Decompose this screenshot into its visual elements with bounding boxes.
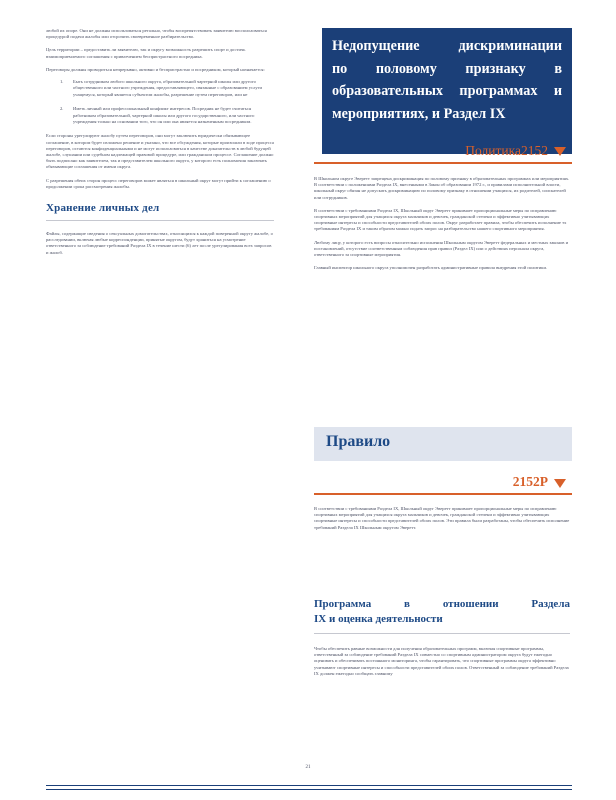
document-title-box xyxy=(322,28,572,154)
left-paragraph-4: Если стороны урегулируют жалобу путем переговоров, они могут заключить юридически обязывающее соглашение, в котором будет изложено решение и указано, что все обсуждения, которые произошли в ходе процесса переговоров, остаются конфиденциальными и не могут использоваться в качестве доказательств в любой будущей жалобе, слушании или судебном надлежащей правовой процедуре, или гражданском процессе. Соглашение должно быть подписано как заявителем, так и представителем школьного округа, у которого есть полномочия заключать обязывающие соглашения от имени округа. xyxy=(46,133,274,170)
list-item-number: 1. xyxy=(60,79,64,85)
left-paragraph-3: Переговоры должны проводиться непрерывно, активно и беспристрастно и посредником, который назначается: xyxy=(46,66,265,72)
list-item-text: Быть сотрудником любого школьного округа, образовательной чартерной школы или другого общественного или частного учреждения, предоставляющего, связанные с образованием услуги учащемуся, который является субъектом жалобы, разрешение путем переговоров, или не xyxy=(73,79,263,97)
mediator-requirements-list xyxy=(46,79,274,125)
title-line: образовательных программах и xyxy=(332,83,562,99)
rule-code-label: 2152Р xyxy=(512,474,548,489)
program-section xyxy=(314,597,570,684)
left-paragraph-6: Файлы, содержащие сведения о сексуальных домогательствах, относящихся к каждой поверенной округу жалобе, о расследовании, включая любые корреспонденции, принятые округом, будут храниться на усмотрение ответственного за соблюдение требований Раздела IX в течение шести (6) лет после урегулирования всех запросов и жалоб. xyxy=(46,231,273,255)
page-number: 21 xyxy=(305,765,311,770)
footer-rule xyxy=(46,789,572,790)
rule-code-header xyxy=(314,471,572,491)
policy-number-label: Политика2152 xyxy=(465,143,548,158)
left-column xyxy=(46,28,274,263)
title-line: по половому признаку в xyxy=(332,60,562,77)
policy-paragraph-3: Любому лицу, у которого есть вопросы относительно исполнения Школьным округом Эверетт федеральных и местных законов и постановлений, отсутствие соответственным соблюдения прав правил (Раздел IX) или о действиях персонала округа, ответственного за спортивные мероприятия. xyxy=(314,239,569,258)
rule-section xyxy=(314,506,570,538)
list-item-text: Иметь личный или профессиональный конфликт интересов. Посредник не будет считаться работником образовательной, чартерной школы или другого государственного, или частного учреждения только на основании того, что он или она является назначенным посредником. xyxy=(73,106,255,125)
triangle-down-icon xyxy=(554,147,566,156)
left-paragraph-1: любой их опоре. Они не должны использоваться ретально, чтобы воспрепятствовать заявителю воспользоваться процедурой подачи жалобы или отсрочить своевременное разбирательство. xyxy=(46,28,267,40)
rule-header-box xyxy=(314,427,572,461)
policy-divider xyxy=(314,162,572,164)
triangle-down-icon xyxy=(554,479,566,488)
program-heading-line: Программа в отношении Раздела xyxy=(314,598,570,610)
list-item xyxy=(46,79,274,98)
left-paragraph-5: С разрешения обеих сторон процесс переговоров может являться в школьный округ могут прийти к соглашению о продолжении срока рассмотрения жалобы. xyxy=(46,177,271,189)
left-paragraph-2: Цель территории – предоставить ли заявителю, так и округу возможность разрешить спорт и достичь взаимоприемлемого соглашения с привлечением беспристрастного посредника. xyxy=(46,47,246,59)
rule-paragraph-1: В соответствии с требованиями Раздела IX, Школьный округ Эверетт принимает пропорциональные меры по исправлению спортивных мероприятий для учащихся округа мальчиков и девочек, гражданской степени и эффективно учитывающих спортивные интересы и способности представителей обоих полов. Эти правила были разработаны, чтобы обеспечить исполнение требований Раздела IX Школьным округом Эверетт. xyxy=(314,506,570,530)
list-item-number: 2. xyxy=(60,106,64,112)
records-heading: Хранение личных дел xyxy=(46,202,160,215)
title-line: мероприятиях, и Раздел IX xyxy=(332,105,506,122)
section-divider xyxy=(46,220,274,221)
policy-header xyxy=(314,140,572,160)
policy-paragraph-2: В соответствии с требованиями Раздела IX, Школьный округ Эверетт принимает пропорциональные меры по исправлению спортивных мероприятий для учащихся округа мальчиков и девочек, гражданской степени и эффективно учитывающих спортивные интересы и способности представителей обоих полов. Округ разработает правила, чтобы обеспечить исполнение тх требованиям Раздела IX и таким образом можно подать запрос на разбирательство нашего спортивного мероприятия. xyxy=(314,207,567,232)
footer-rule xyxy=(46,785,572,786)
policy-paragraph-1: В Школьном округе Эверетт запрещена дискриминация по половому признаку в образовательных программах или мероприятиях. В соответствии с положениями Раздела IX, внесенными в Закон об образовании 1972 г., и правилами исполнительной власти, школьный округ обязан не допускать дискриминацию по половому признаку в отношении учащихся, их родителей, соискателей или сотрудников. xyxy=(314,176,570,200)
title-line: Недопущение дискриминации xyxy=(332,38,562,54)
section-divider xyxy=(314,633,570,634)
list-item xyxy=(46,106,274,125)
policy-paragraph-4: Главный инспектор школьного округа уполномочен разработать административные правила внедрения этой политики. xyxy=(314,265,548,271)
rule-label: Правило xyxy=(326,433,391,450)
program-paragraph-1: Чтобы обеспечить равные возможности для получения образовательных программ, включая спортивные программы, ответственный за соблюдение требований Раздела IX совместно со спортивным администратором округа будут ежегодно оценивать и обеспечивать постоянного мониторинга, чтобы гарантировать, что спортивные программы округа эффективно учитывают спортивные интересы и способности представителей обоих полов. Ответственный за соблюдение требований Раздела IX должен ежегодно сообщать главному xyxy=(314,646,569,676)
policy-section xyxy=(314,176,570,278)
rule-divider xyxy=(314,493,572,495)
program-heading-line: IX и оценка деятельности xyxy=(314,613,443,625)
